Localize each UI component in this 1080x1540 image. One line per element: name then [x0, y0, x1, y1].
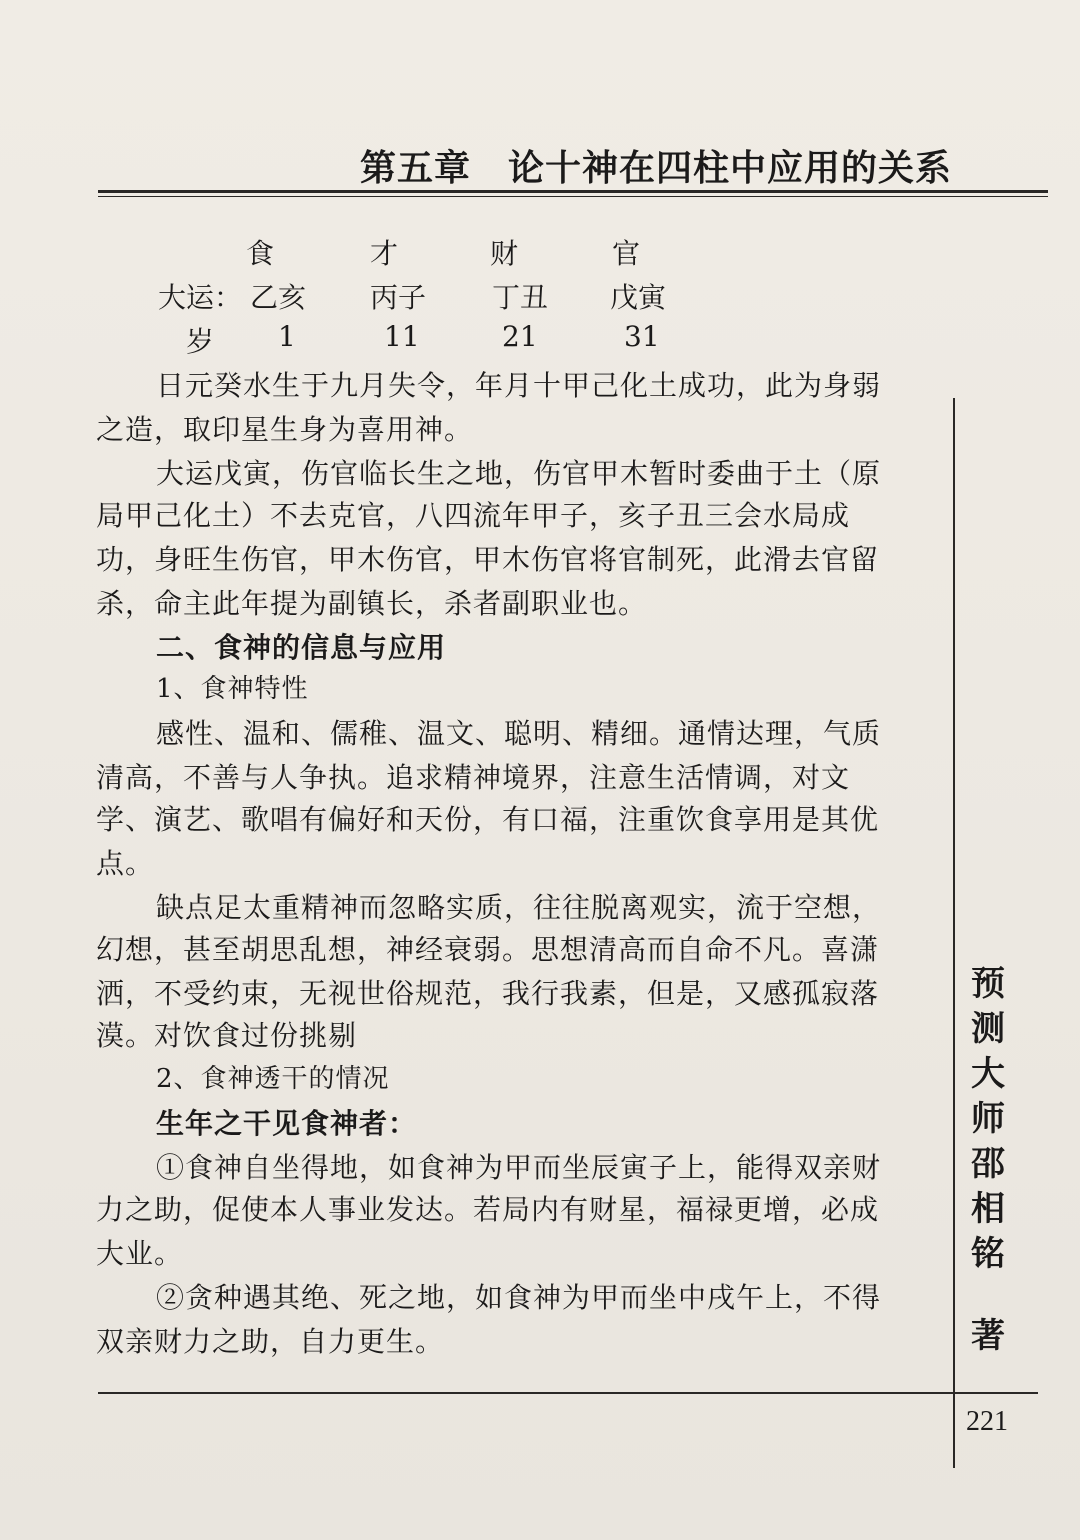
- body-line: 洒，不受约束，无视世俗规范，我行我素，但是，又感孤寂落: [96, 977, 880, 1010]
- author-char: 铭: [971, 1234, 1005, 1274]
- dayun-label: 大运：: [158, 281, 243, 314]
- body-line: ①食神自坐得地，如食神为甲而坐辰寅子上，能得双亲财: [156, 1151, 882, 1184]
- ten-gods-row: [0, 232, 1080, 272]
- body-line: 日元癸水生于九月失令，年月十甲己化土成功，此为身弱: [156, 369, 882, 402]
- author-suffix: 著: [971, 1316, 1005, 1356]
- author-vertical-text: [968, 962, 1008, 1277]
- age-4: 31: [624, 320, 660, 353]
- body-line: 大运戊寅，伤官临长生之地，伤官甲木暂时委曲于土（原: [156, 457, 882, 490]
- dayun-2: 丙子: [370, 281, 427, 314]
- body-line: 大业。: [96, 1237, 184, 1270]
- age-label: 岁: [186, 325, 215, 358]
- body-line: 幻想，甚至胡思乱想，神经衰弱。思想清高而自命不凡。喜潇: [96, 933, 880, 966]
- body-line: 功，身旺生伤官，甲木伤官，甲木伤官将官制死，此滑去官留: [96, 543, 880, 576]
- subsection-heading: 2、食神透干的情况: [156, 1064, 390, 1094]
- author-char: 相: [971, 1189, 1005, 1229]
- body-line: 学、演艺、歌唱有偏好和天份，有口福，注重饮食享用是其优: [96, 803, 880, 836]
- age-1: 1: [278, 320, 296, 353]
- author-char: 预: [971, 964, 1005, 1004]
- author-char: 测: [971, 1009, 1005, 1049]
- body-line: 清高，不善与人争执。追求精神境界，注意生活情调，对文: [96, 761, 851, 794]
- age-3: 21: [502, 320, 538, 353]
- dayun-3: 丁丑: [492, 281, 549, 314]
- god-3: 财: [490, 237, 519, 270]
- side-rule: [953, 398, 955, 1468]
- page-number: 221: [966, 1406, 1008, 1437]
- god-4: 官: [612, 237, 641, 270]
- god-2: 才: [370, 237, 399, 270]
- body-line: 力之助，促使本人事业发达。若局内有财星，福禄更增，必成: [96, 1193, 880, 1226]
- dayun-row: [0, 276, 1080, 316]
- body-line: 双亲财力之助，自力更生。: [96, 1325, 445, 1358]
- dayun-4: 戊寅: [610, 281, 667, 314]
- footer-rule: [98, 1392, 1038, 1394]
- body-line: 之造，取印星生身为喜用神。: [96, 413, 474, 446]
- body-line: 缺点足太重精神而忽略实质，往往脱离观实，流于空想，: [156, 891, 882, 924]
- header-rule-thick: [98, 190, 1048, 193]
- age-row: [0, 320, 1080, 360]
- author-char: 大: [971, 1054, 1005, 1094]
- god-1: 食: [246, 237, 275, 270]
- body-line: 感性、温和、儒稚、温文、聪明、精细。通情达理，气质: [156, 717, 882, 750]
- body-line: 漠。对饮食过份挑剔: [96, 1019, 358, 1052]
- age-2: 11: [384, 320, 420, 353]
- section-heading: 二、食神的信息与应用: [156, 631, 447, 664]
- body-line: ②贪种遇其绝、死之地，如食神为甲而坐中戌午上，不得: [156, 1281, 882, 1314]
- dayun-1: 乙亥: [250, 281, 307, 314]
- header-rule-thin: [98, 196, 1048, 197]
- subsection-heading: 1、食神特性: [156, 674, 309, 704]
- body-line: 杀，命主此年提为副镇长，杀者副职业也。: [96, 587, 648, 620]
- bold-heading: 生年之干见食神者：: [156, 1107, 418, 1140]
- body-line: 局甲己化土）不去克官，八四流年甲子，亥子丑三会水局成: [96, 499, 851, 532]
- author-char: 邵: [971, 1144, 1005, 1184]
- author-char: 师: [971, 1099, 1005, 1139]
- chapter-title: 第五章 论十神在四柱中应用的关系: [360, 148, 953, 189]
- body-line: 点。: [96, 847, 155, 880]
